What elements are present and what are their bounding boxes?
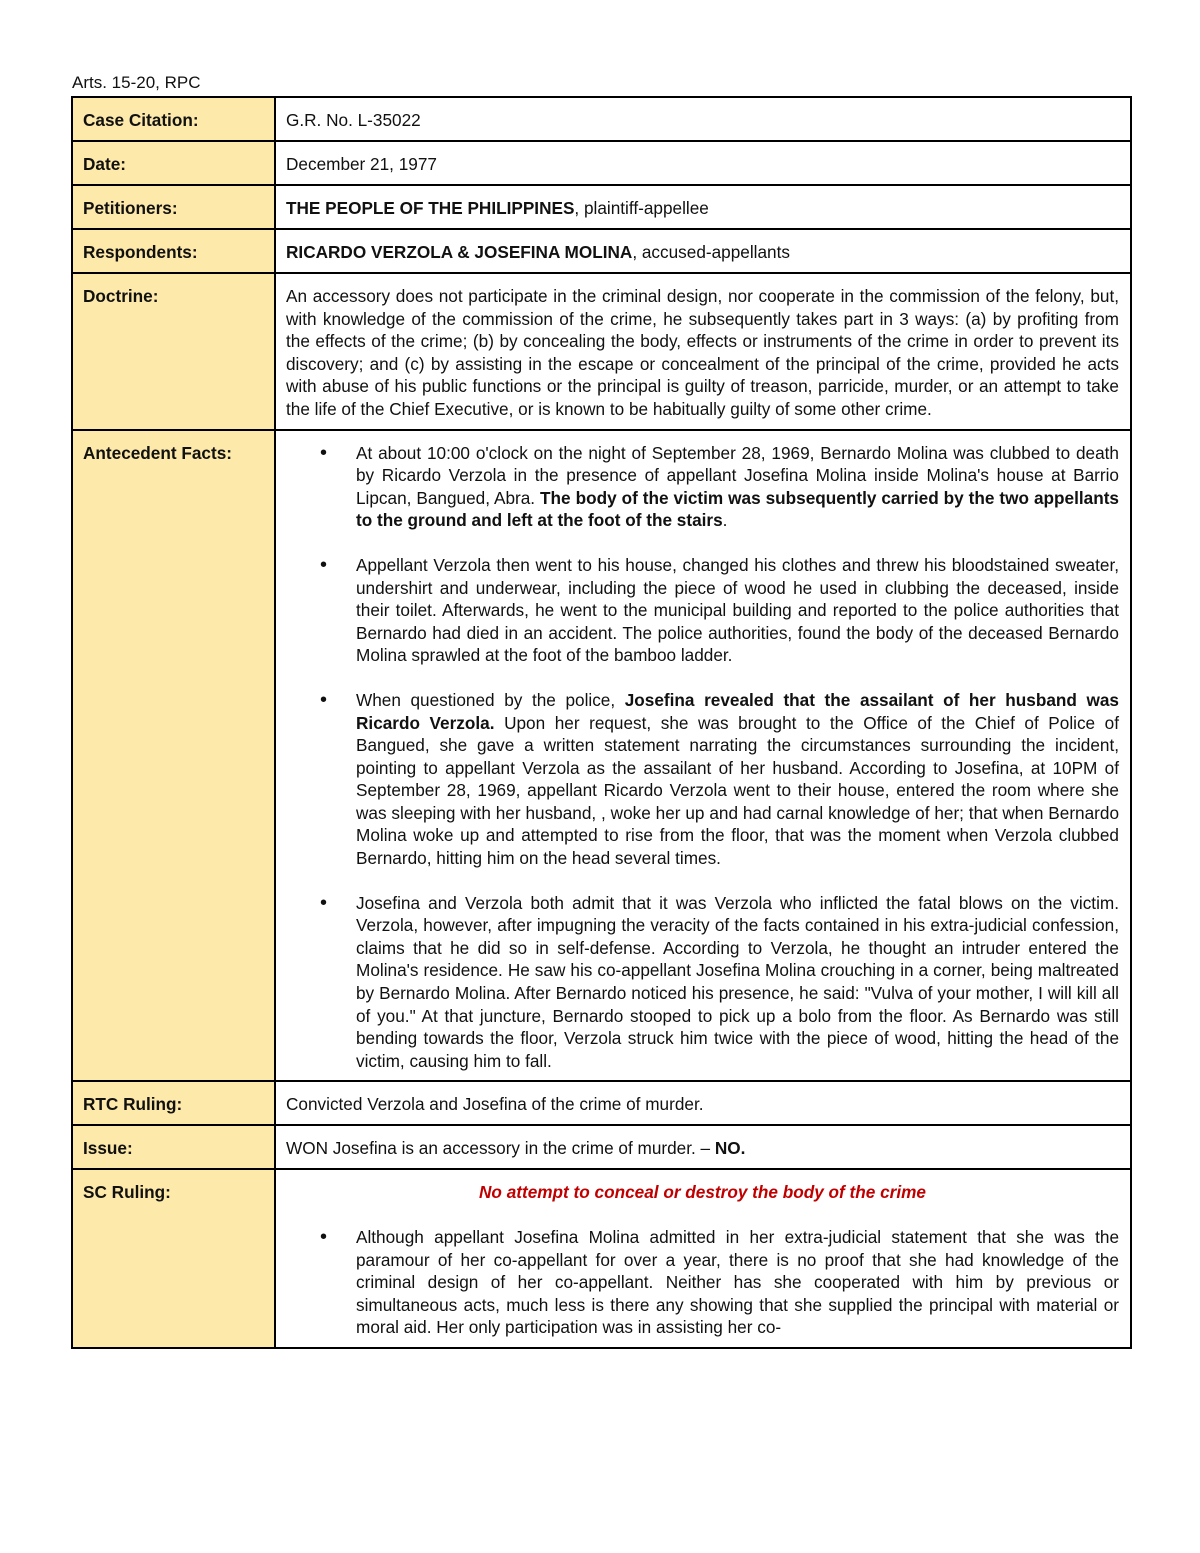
label-doctrine: Doctrine: — [72, 273, 275, 430]
label-antecedent-facts: Antecedent Facts: — [72, 430, 275, 1082]
row-date — [72, 141, 1131, 185]
label-petitioners: Petitioners: — [72, 185, 275, 229]
row-doctrine — [72, 273, 1131, 430]
issue-answer: NO. — [714, 1138, 746, 1159]
fact-item-4 — [356, 892, 1119, 1073]
fact-item-1 — [356, 442, 1119, 532]
facts-list — [286, 442, 1119, 1073]
sc-ruling-item-1: • Although appellant Josefina Molina admitted in her extra-judicial statement that she was the paramour of her co-appellant for over a year, there is no proof that she had knowledge of the criminal design of her co-appellant. Neither has she cooperated with him by previous or simultaneous acts, much less is there any showing that she supplied the principal with material or moral aid. Her only participation was in assisting her co- — [356, 1226, 1119, 1339]
fact-item-2 — [356, 554, 1119, 667]
fact-3-bold: Josefina revealed that the assailant of her husband was Ricardo Verzola. — [356, 689, 1119, 733]
label-rtc-ruling: RTC Ruling: — [72, 1081, 275, 1125]
row-issue — [72, 1125, 1131, 1169]
fact-1-text: At about 10:00 o'clock on the night of September 28, 1969, Bernardo Molina was clubbed to death by Ricardo Verzola in the presence of appellant Josefina Molina inside Molina's house at Barrio Lipcan, Bangued, Abra. — [356, 442, 1119, 508]
label-date: Date: — [72, 141, 275, 185]
row-antecedent-facts — [72, 430, 1131, 1082]
fact-3-after: Upon her request, she was brought to the Office of the Chief of Police of Bangued, she gave a written statement narrating the circumstances surrounding the incident, pointing to appellant Verzola as the assailant of her husband. According to Josefina, at 10PM of September 28, 1969, appellant Ricardo Verzola went to their house, entered the room where she was sleeping with her husband, , woke her up and had carnal knowledge of her; that when Bernardo Molina woke up and attempted to rise from the floor, that was the moment when Verzola clubbed Bernardo, hitting him on the head several times. — [356, 712, 1120, 869]
value-antecedent-facts — [275, 430, 1131, 1082]
label-issue: Issue: — [72, 1125, 275, 1169]
fact-2-text: Appellant Verzola then went to his house, changed his clothes and threw his bloodstained sweater, undershirt and underwear, including the piece of wood he used in clubbing the deceased, inside their toilet. Afterwards, he went to the municipal building and reported to the police authorities that Bernardo had died in an accident. The police authorities, found the body of the deceased Bernardo Molina sprawled at the foot of the bamboo ladder. — [356, 554, 1119, 666]
sc-ruling-heading: No attempt to conceal or destroy the body of the crime — [479, 1182, 926, 1203]
row-respondents — [72, 229, 1131, 273]
respondent-role: , accused-appellants — [632, 242, 790, 262]
value-sc-ruling — [275, 1169, 1131, 1348]
label-case-citation: Case Citation: — [72, 97, 275, 141]
label-respondents: Respondents: — [72, 229, 275, 273]
row-petitioners — [72, 185, 1131, 229]
fact-1-after: . — [722, 510, 728, 531]
fact-item-3 — [356, 689, 1119, 870]
respondent-name: RICARDO VERZOLA & JOSEFINA MOLINA — [286, 242, 633, 262]
petitioner-role: , plaintiff-appellee — [574, 198, 709, 218]
row-case-citation — [72, 97, 1131, 141]
value-date: December 21, 1977 — [275, 141, 1131, 185]
value-doctrine: An accessory does not participate in the criminal design, nor cooperate in the commission of the felony, but, with knowledge of the commission of the crime, he subsequently takes part in 3 ways: (a) by profiting from the effects of the crime; (b) by concealing the body, effects or instruments of the crime in order to prevent its discovery; and (c) by assisting in the escape or concealment of the principal of the crime, provided he acts with abuse of his public functions or the principal is guilty of treason, parricide, murder, or an attempt to take the life of the Chief Executive, or is known to be habitually guilty of some other crime. — [275, 273, 1131, 430]
row-sc-ruling — [72, 1169, 1131, 1348]
document-header: Arts. 15-20, RPC — [72, 73, 201, 92]
value-respondents — [275, 229, 1131, 273]
fact-4-text: Josefina and Verzola both admit that it was Verzola who inflicted the fatal blows on the victim. Verzola, however, after impugning the veracity of the facts contained in his extra-judicial confession, claims that he did so in self-defense. According to Verzola, he thought an intruder entered the Molina's residence. He saw his co-appellant Josefina Molina crouching in a corner, being maltreated by Bernardo Molina. After Bernardo noticed his presence, he said: "Vulva of your mother, I will kill all of you." At that juncture, Bernardo stooped to pick up a bolo from the floor. As Bernardo was still bending towards the floor, Verzola struck him twice with the piece of wood, hitting the head of the victim, causing him to fall. — [356, 892, 1119, 1071]
issue-text: WON Josefina is an accessory in the crime of murder. – — [286, 1138, 715, 1159]
label-sc-ruling: SC Ruling: — [72, 1169, 275, 1348]
sc-ruling-list — [286, 1226, 1119, 1339]
case-digest-table — [71, 96, 1132, 1349]
value-petitioners — [275, 185, 1131, 229]
petitioner-name: THE PEOPLE OF THE PHILIPPINES — [286, 198, 575, 218]
value-rtc-ruling: Convicted Verzola and Josefina of the crime of murder. — [275, 1081, 1131, 1125]
value-issue — [275, 1125, 1131, 1169]
fact-3-before: When questioned by the police, — [356, 689, 625, 710]
value-case-citation: G.R. No. L-35022 — [275, 97, 1131, 141]
row-rtc-ruling — [72, 1081, 1131, 1125]
fact-1-bold: The body of the victim was subsequently carried by the two appellants to the ground and left at the foot of the stairs — [356, 487, 1119, 531]
